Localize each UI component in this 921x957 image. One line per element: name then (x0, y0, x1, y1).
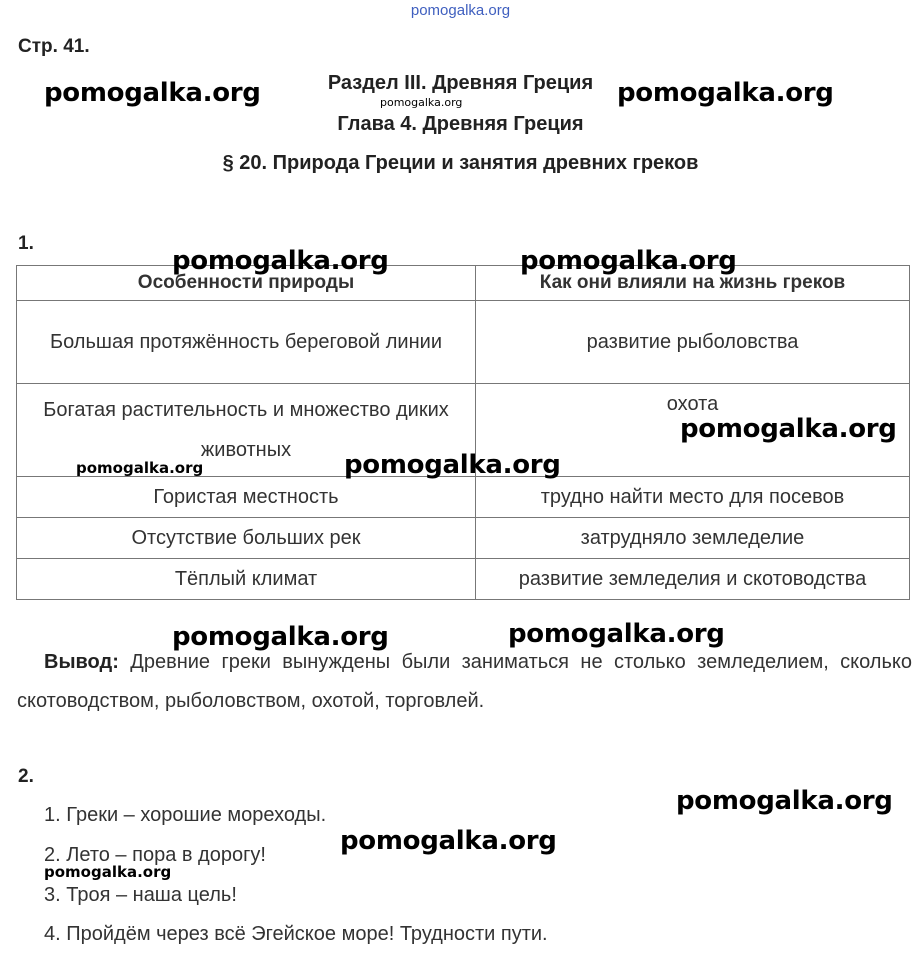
watermark: pomogalka.org (680, 414, 897, 444)
watermark: pomogalka.org (617, 78, 834, 108)
table-header-cell: Особенности природы (17, 266, 476, 301)
list-item: 2. Лето – пора в дорогу! (44, 844, 266, 866)
table-cell: затрудняло земледелие (476, 518, 910, 559)
table-row (17, 559, 910, 600)
watermark-top: pomogalka.org (410, 2, 511, 19)
table-row (17, 518, 910, 559)
task2-number: 2. (18, 766, 34, 787)
watermark: pomogalka.org (676, 786, 893, 816)
table-cell: Большая протяжённость береговой линии (17, 301, 476, 384)
watermark: pomogalka.org (344, 450, 561, 480)
table-cell: Богатая растительность и множество диких животных (17, 384, 476, 477)
watermark: pomogalka.org (172, 622, 389, 652)
task1-number: 1. (18, 233, 34, 254)
watermark: pomogalka.org (76, 459, 204, 477)
list-item: 3. Троя – наша цель! (44, 884, 237, 906)
table-cell: Тёплый климат (17, 559, 476, 600)
table-cell: Гористая местность (17, 477, 476, 518)
paragraph-title: § 20. Природа Греции и занятия древних греков (222, 152, 699, 174)
watermark: pomogalka.org (340, 826, 557, 856)
table-cell: развитие земледелия и скотоводства (476, 559, 910, 600)
table-header-cell: Как они влияли на жизнь греков (476, 266, 910, 301)
conclusion-label: Вывод: (44, 651, 119, 673)
page-label: Стр. 41. (18, 36, 90, 57)
table-row (17, 301, 910, 384)
table-cell: охота (476, 384, 910, 477)
table-header-row (17, 266, 910, 301)
watermark: pomogalka.org (380, 96, 463, 109)
table-row (17, 477, 910, 518)
table-cell: Отсутствие больших рек (17, 518, 476, 559)
watermark: pomogalka.org (44, 863, 172, 881)
list-item: 4. Пройдём через всё Эгейское море! Трудности пути. (44, 923, 548, 945)
conclusion (17, 643, 912, 721)
watermark: pomogalka.org (508, 619, 725, 649)
list-item: 1. Греки – хорошие мореходы. (44, 804, 327, 826)
table-cell: развитие рыболовства (476, 301, 910, 384)
watermark: pomogalka.org (520, 246, 737, 276)
table-cell: трудно найти место для посевов (476, 477, 910, 518)
conclusion-text: Древние греки вынуждены были заниматься не столько земледелием, сколько скотоводством, рыболовством, охотой, торговлей. (17, 651, 912, 712)
watermark: pomogalka.org (172, 246, 389, 276)
watermark: pomogalka.org (44, 78, 261, 108)
section-title: Раздел III. Древняя Греция (327, 72, 594, 94)
chapter-title: Глава 4. Древняя Греция (337, 113, 584, 135)
